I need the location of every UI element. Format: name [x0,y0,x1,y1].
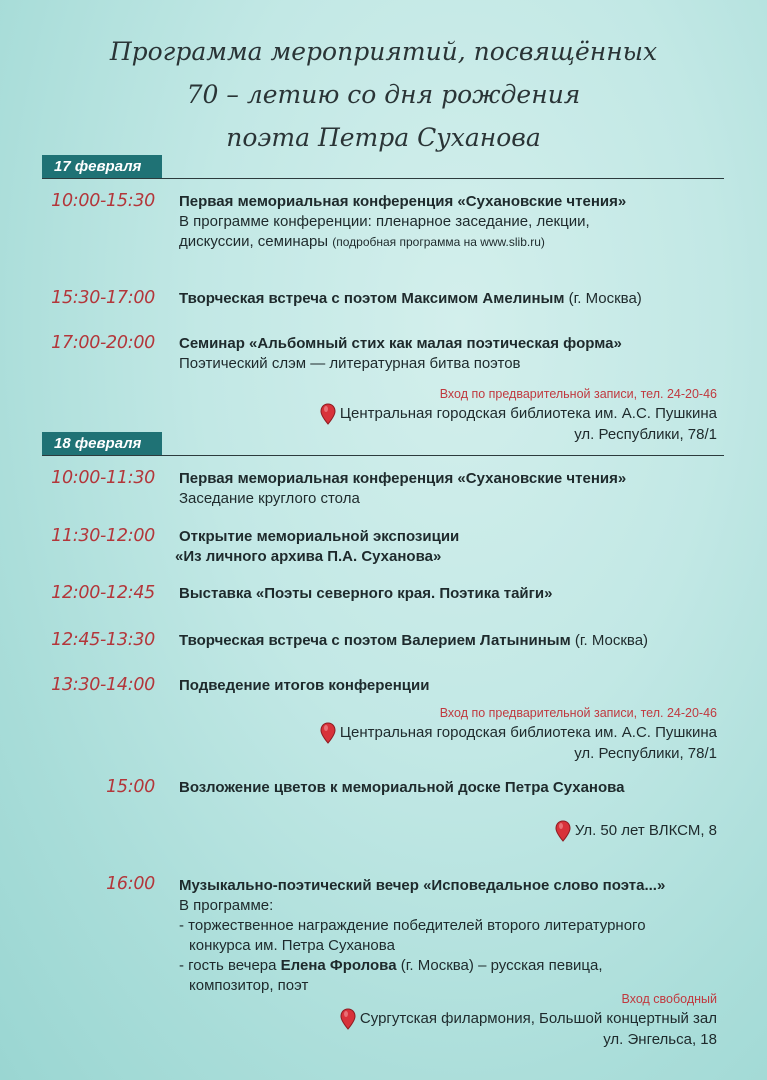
venue-address: ул. Республики, 78/1 [574,745,717,762]
event-evening [179,876,739,996]
event-description: - торжественное награждение победителей второго литературного [179,917,646,934]
event-title: Подведение итогов конференции [179,677,430,694]
event-conference [179,192,739,252]
location-pin-icon [555,820,571,842]
guest-name: Елена Фролова [280,957,397,974]
event-description: композитор, поэт [189,977,309,994]
event-description: (г. Москва) – русская певица, [400,957,603,974]
event-flowers [179,778,739,798]
venue-name: Центральная городская библиотека им. А.С. Пушкина [339,405,717,422]
location-pin-icon [320,722,336,744]
day-label: 18 февраля [42,432,162,456]
location-pin-icon [320,403,336,425]
event-title: Музыкально-поэтический вечер «Исповедальное слово поэта...» [179,877,666,894]
event-title: Открытие мемориальной экспозиции [179,528,460,545]
registration-note: Вход по предварительной записи, тел. 24-20-46 [439,387,717,401]
entry-note: Вход свободный [621,992,717,1006]
event-time: 11:30-12:00 [51,526,155,546]
event-time: 15:30-17:00 [51,288,155,308]
venue-block [555,820,717,842]
event-title: Творческая встреча с поэтом Валерием Латыниным [179,632,571,649]
event-description: Заседание круглого стола [179,490,360,507]
title-line-1: Программа мероприятий, посвящённых [109,37,658,66]
event-description: - гость вечера [179,957,277,974]
event-meeting-amelin [179,289,739,309]
event-time: 12:45-13:30 [51,630,155,650]
event-title: Возложение цветов к мемориальной доске Петра Суханова [179,779,625,796]
event-summary [179,676,739,696]
day-label: 17 февраля [42,155,162,179]
title-line-3: поэта Петра Суханова [226,123,541,152]
event-title: Семинар «Альбомный стих как малая поэтическая форма» [179,335,622,352]
venue-address: Ул. 50 лет ВЛКСМ, 8 [574,822,717,839]
event-time: 17:00-20:00 [51,333,155,353]
title-line-2: 70 – летию со дня рождения [186,80,581,109]
event-time: 13:30-14:00 [51,675,155,695]
event-time: 10:00-15:30 [51,191,155,211]
divider-line [42,178,724,179]
registration-note: Вход по предварительной записи, тел. 24-20-46 [439,706,717,720]
event-exposition [175,527,739,567]
page-title [40,30,727,159]
event-title: Первая мемориальная конференция «Сухановские чтения» [179,470,627,487]
event-title: Выставка «Поэты северного края. Поэтика тайги» [179,585,553,602]
event-city: (г. Москва) [574,632,649,649]
event-time: 10:00-11:30 [51,468,155,488]
venue-address: ул. Энгельса, 18 [603,1031,717,1048]
event-title: Первая мемориальная конференция «Сухановские чтения» [179,193,627,210]
venue-name: Сургутская филармония, Большой концертный зал [359,1010,717,1027]
venue-block [320,385,717,445]
venue-block [340,990,717,1050]
location-pin-icon [340,1008,356,1030]
divider-line [42,455,724,456]
event-description: В программе конференции: пленарное заседание, лекции, [179,213,590,230]
event-description: дискуссии, семинары [179,233,329,250]
program-link-note: (подробная программа на www.slib.ru) [332,235,545,249]
event-time: 16:00 [106,874,155,894]
venue-name: Центральная городская библиотека им. А.С. Пушкина [339,724,717,741]
event-city: (г. Москва) [568,290,642,307]
event-description: В программе: [179,897,274,914]
event-time: 15:00 [106,777,155,797]
event-meeting-latynin [179,631,739,651]
event-conference-roundtable [179,469,739,509]
event-description: Поэтический слэм — литературная битва поэтов [179,355,521,372]
event-title-continued: «Из личного архива П.А. Суханова» [175,548,442,565]
event-description: конкурса им. Петра Суханова [189,937,395,954]
event-time: 12:00-12:45 [51,583,155,603]
venue-block [320,704,717,764]
event-seminar [179,334,739,374]
event-title: Творческая встреча с поэтом Максимом Амелиным [179,290,565,307]
venue-address: ул. Республики, 78/1 [574,426,717,443]
event-exhibition [179,584,739,604]
